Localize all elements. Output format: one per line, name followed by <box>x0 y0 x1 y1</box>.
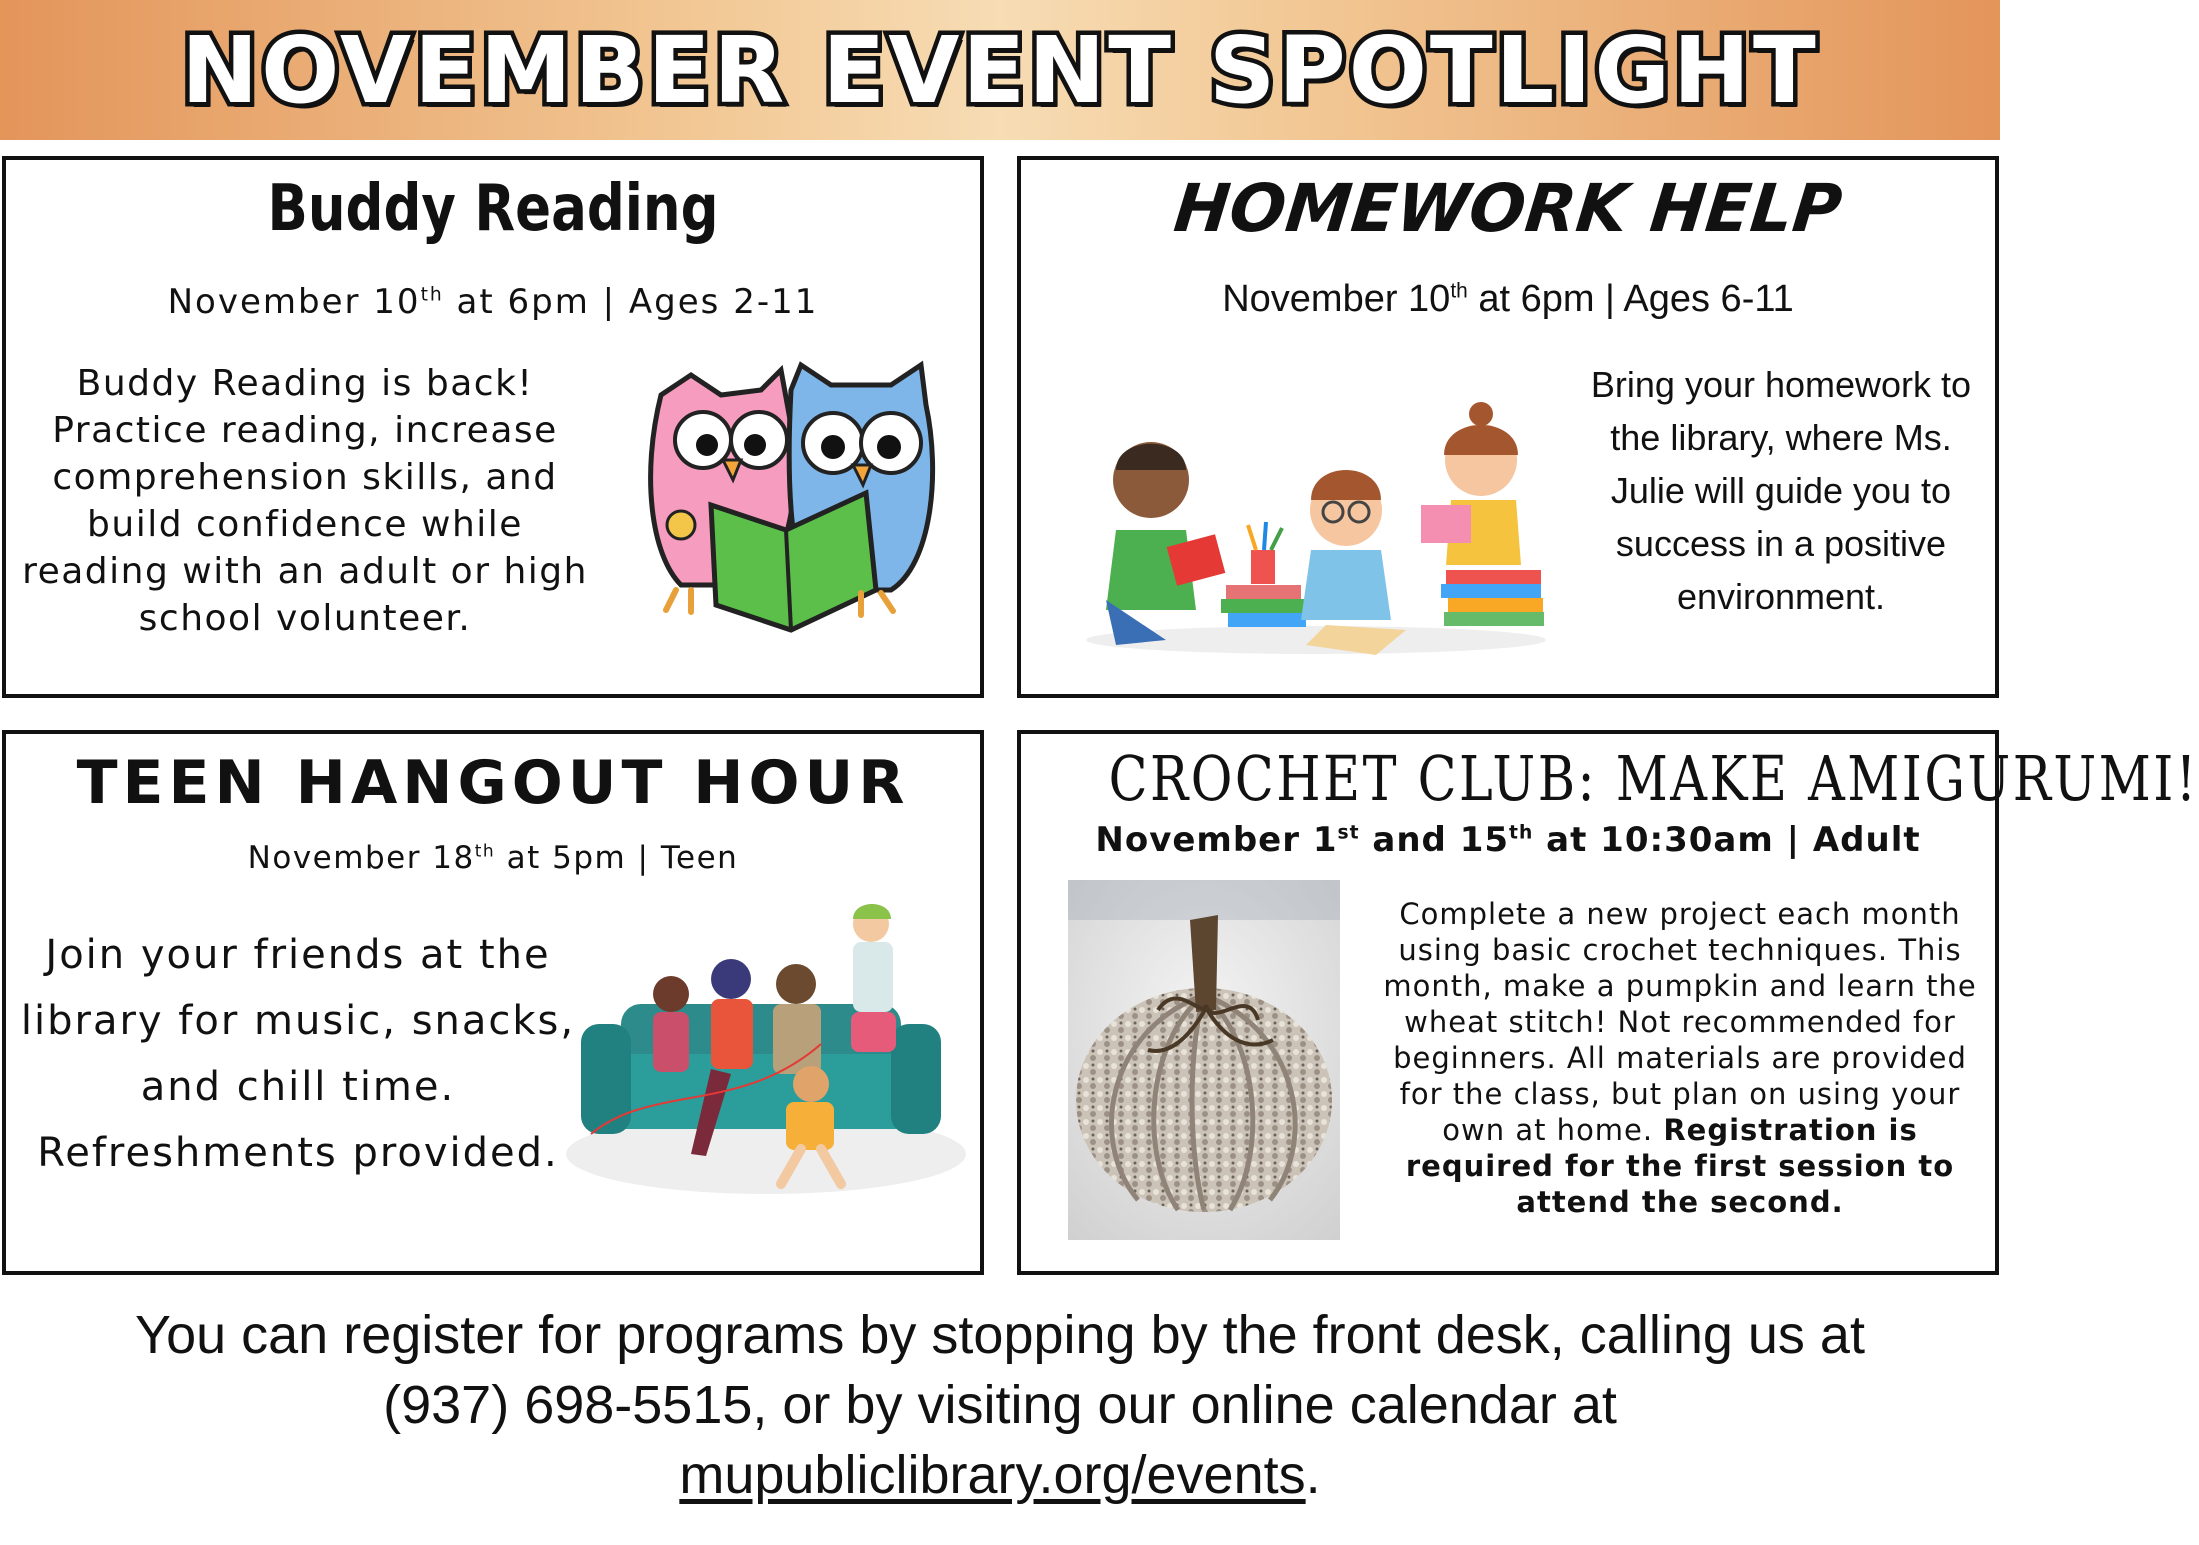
page-title: NOVEMBER EVENT SPOTLIGHT <box>181 16 1819 124</box>
event-description: Bring your homework to the library, where Ms. Julie will guide you to success in a positive environment. <box>1590 364 1972 617</box>
event-date: November 18th at 5pm | Teen <box>247 840 739 876</box>
event-card-crochet-club <box>1017 730 2199 1275</box>
events-calendar-link[interactable]: mupubliclibrary.org/events <box>679 1445 1306 1505</box>
event-title: TEEN HANGOUT HOUR <box>76 748 910 818</box>
event-card-homework-help <box>1017 156 1999 698</box>
event-title: CROCHET CLUB: MAKE AMIGURUMI! <box>1108 742 2199 815</box>
event-date: November 10th at 6pm | Ages 6-11 <box>1222 278 1794 320</box>
registration-note: Registration is required for the first session to attend the second. <box>1405 1113 1955 1219</box>
registration-footer <box>0 1300 2000 1510</box>
event-title: Buddy Reading <box>267 172 719 246</box>
header-banner <box>0 0 2000 140</box>
crochet-pumpkin-photo <box>1068 880 1340 1240</box>
teens-on-couch-illustration <box>561 884 971 1204</box>
event-date: November 1st and 15th at 10:30am | Adult <box>1095 820 1921 860</box>
kids-studying-illustration <box>1076 390 1556 660</box>
owls-reading-illustration <box>641 365 941 645</box>
event-card-buddy-reading <box>2 156 984 698</box>
footer-line: mupubliclibrary.org/events. <box>679 1445 1321 1505</box>
event-card-teen-hangout <box>2 730 984 1275</box>
footer-line: You can register for programs by stopping by the front desk, calling us at <box>135 1305 1865 1365</box>
event-description: Buddy Reading is back! Practice reading, increase comprehension skills, and build confidence while reading with an adult or high school volunteer. <box>22 363 588 639</box>
footer-line: (937) 698-5515, or by visiting our online calendar at <box>383 1375 1617 1435</box>
event-description: Join your friends at the library for music, snacks, and chill time. Refreshments provided. <box>20 932 576 1176</box>
event-description: Complete a new project each month using basic crochet techniques. This month, make a pumpkin and learn the wheat stitch! Not recommended for beginners. All materials are provided for the class, but plan on using your own at home. Registration is required for the first session to attend the second. <box>1383 897 1977 1219</box>
event-date: November 10th at 6pm | Ages 2-11 <box>167 282 819 322</box>
event-title: HOMEWORK HELP <box>1170 170 1846 247</box>
